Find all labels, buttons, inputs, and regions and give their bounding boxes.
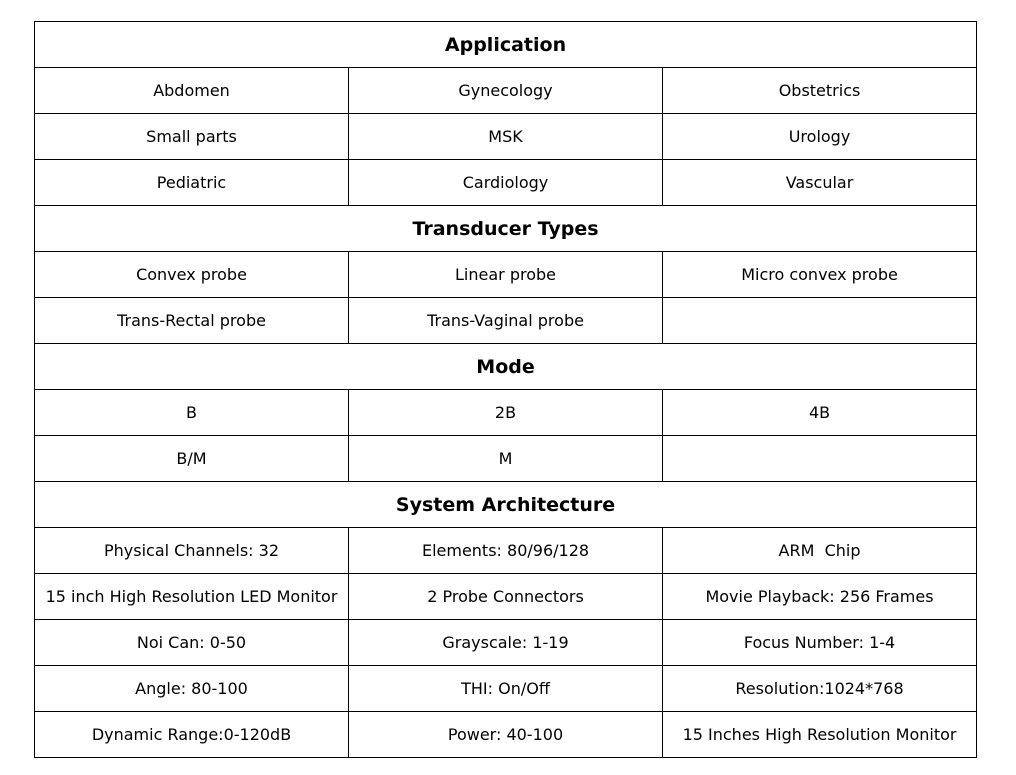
section-heading-row [35,344,977,390]
table-cell: Grayscale: 1-19 [349,620,663,666]
spec-table [34,21,977,758]
table-cell: Vascular [663,160,977,206]
table-cell: Trans-Vaginal probe [349,298,663,344]
table-cell: Urology [663,114,977,160]
table-row [35,114,977,160]
table-cell: Micro convex probe [663,252,977,298]
section-heading-transducer-types: Transducer Types [35,206,977,252]
table-cell: Abdomen [35,68,349,114]
section-heading-application: Application [35,22,977,68]
table-cell: Elements: 80/96/128 [349,528,663,574]
table-cell: MSK [349,114,663,160]
table-cell: 4B [663,390,977,436]
table-cell: Obstetrics [663,68,977,114]
table-cell: Gynecology [349,68,663,114]
table-row [35,390,977,436]
table-row [35,160,977,206]
table-cell: Cardiology [349,160,663,206]
table-cell: B/M [35,436,349,482]
table-row [35,528,977,574]
table-cell-empty [663,436,977,482]
table-cell: 15 inch High Resolution LED Monitor [35,574,349,620]
table-row [35,68,977,114]
table-cell: Resolution:1024*768 [663,666,977,712]
table-row [35,436,977,482]
section-heading-mode: Mode [35,344,977,390]
spec-table-body [35,22,977,758]
table-cell: 15 Inches High Resolution Monitor [663,712,977,758]
table-row [35,620,977,666]
table-cell: M [349,436,663,482]
section-heading-row [35,206,977,252]
table-row [35,574,977,620]
table-row [35,666,977,712]
table-cell: Pediatric [35,160,349,206]
section-heading-system-architecture: System Architecture [35,482,977,528]
table-cell: B [35,390,349,436]
section-heading-row [35,22,977,68]
table-cell: Focus Number: 1-4 [663,620,977,666]
table-cell: Movie Playback: 256 Frames [663,574,977,620]
table-cell: 2B [349,390,663,436]
table-cell: Angle: 80-100 [35,666,349,712]
table-row [35,252,977,298]
table-cell: Dynamic Range:0-120dB [35,712,349,758]
table-cell: Convex probe [35,252,349,298]
section-heading-row [35,482,977,528]
table-cell-empty [663,298,977,344]
table-cell: 2 Probe Connectors [349,574,663,620]
table-cell: Small parts [35,114,349,160]
table-cell: Power: 40-100 [349,712,663,758]
table-row [35,298,977,344]
table-row [35,712,977,758]
table-cell: Trans-Rectal probe [35,298,349,344]
table-cell: Linear probe [349,252,663,298]
table-cell: Physical Channels: 32 [35,528,349,574]
table-cell: ARM Chip [663,528,977,574]
table-cell: THI: On/Off [349,666,663,712]
table-cell: Noi Can: 0-50 [35,620,349,666]
